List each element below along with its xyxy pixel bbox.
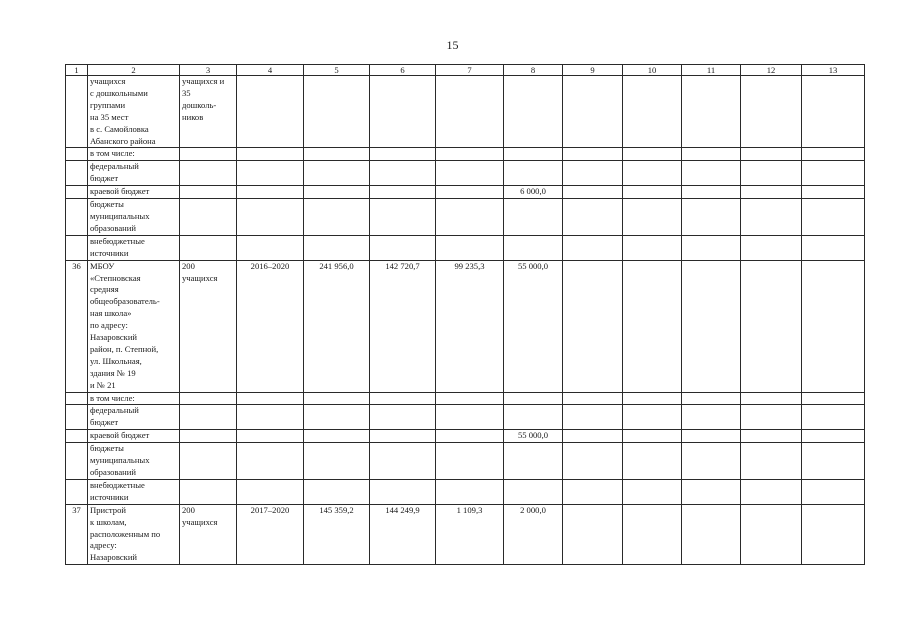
column-number: 2 — [88, 65, 180, 76]
row-number: 36 — [66, 260, 88, 392]
object-capacity: 200 учащихся — [180, 504, 237, 565]
column-number: 1 — [66, 65, 88, 76]
table-row — [66, 199, 865, 236]
table-row — [66, 405, 865, 430]
object-capacity: учащихся и 35 дошколь- ников — [180, 76, 237, 148]
object-name: Пристрой к школам, расположенным по адресу: Назаровский — [88, 504, 180, 565]
amount-cell: 55 000,0 — [504, 260, 563, 392]
amount-cell: 99 235,3 — [436, 260, 504, 392]
object-capacity: 200 учащихся — [180, 260, 237, 392]
object-name: учащихся с дошкольными группами на 35 мест в с. Самойловка Абанского района — [88, 76, 180, 148]
amount-cell: 2 000,0 — [504, 504, 563, 565]
amount-cell: 1 109,3 — [436, 504, 504, 565]
funding-source-label: бюджеты муниципальных образований — [88, 443, 180, 480]
funding-source-label: внебюджетные источники — [88, 235, 180, 260]
amount-cell: 55 000,0 — [504, 430, 563, 443]
amount-cell: 241 956,0 — [304, 260, 370, 392]
construction-years: 2016–2020 — [237, 260, 304, 392]
table-row — [66, 430, 865, 443]
object-name: МБОУ «Степновская средняя общеобразователь- ная школа» по адресу: Назаровский район, п. Степной, ул. Школьная, здания № 19 и № 21 — [88, 260, 180, 392]
column-number: 11 — [682, 65, 741, 76]
table-row — [66, 76, 865, 148]
column-number: 5 — [304, 65, 370, 76]
amount-cell: 142 720,7 — [370, 260, 436, 392]
funding-source-label: федеральный бюджет — [88, 161, 180, 186]
column-number: 10 — [623, 65, 682, 76]
table-row — [66, 479, 865, 504]
column-number: 9 — [563, 65, 623, 76]
funding-source-label: в том числе: — [88, 148, 180, 161]
construction-years: 2017–2020 — [237, 504, 304, 565]
funding-source-label: в том числе: — [88, 392, 180, 405]
funding-source-label: краевой бюджет — [88, 430, 180, 443]
amount-cell: 6 000,0 — [504, 186, 563, 199]
table-row — [66, 260, 865, 392]
amount-cell: 145 359,2 — [304, 504, 370, 565]
column-number-row — [66, 65, 865, 76]
table-row — [66, 235, 865, 260]
financing-table — [65, 64, 865, 565]
column-number: 8 — [504, 65, 563, 76]
column-number: 7 — [436, 65, 504, 76]
column-number: 6 — [370, 65, 436, 76]
column-number: 13 — [802, 65, 865, 76]
amount-cell: 144 249,9 — [370, 504, 436, 565]
column-number: 3 — [180, 65, 237, 76]
table-row — [66, 443, 865, 480]
table-row — [66, 148, 865, 161]
row-number: 37 — [66, 504, 88, 565]
funding-source-label: федеральный бюджет — [88, 405, 180, 430]
funding-source-label: бюджеты муниципальных образований — [88, 199, 180, 236]
table-row — [66, 186, 865, 199]
column-number: 4 — [237, 65, 304, 76]
page-number: 15 — [446, 38, 459, 52]
column-number: 12 — [741, 65, 802, 76]
table-row — [66, 161, 865, 186]
funding-source-label: внебюджетные источники — [88, 479, 180, 504]
table-row — [66, 504, 865, 565]
table-row — [66, 392, 865, 405]
funding-source-label: краевой бюджет — [88, 186, 180, 199]
